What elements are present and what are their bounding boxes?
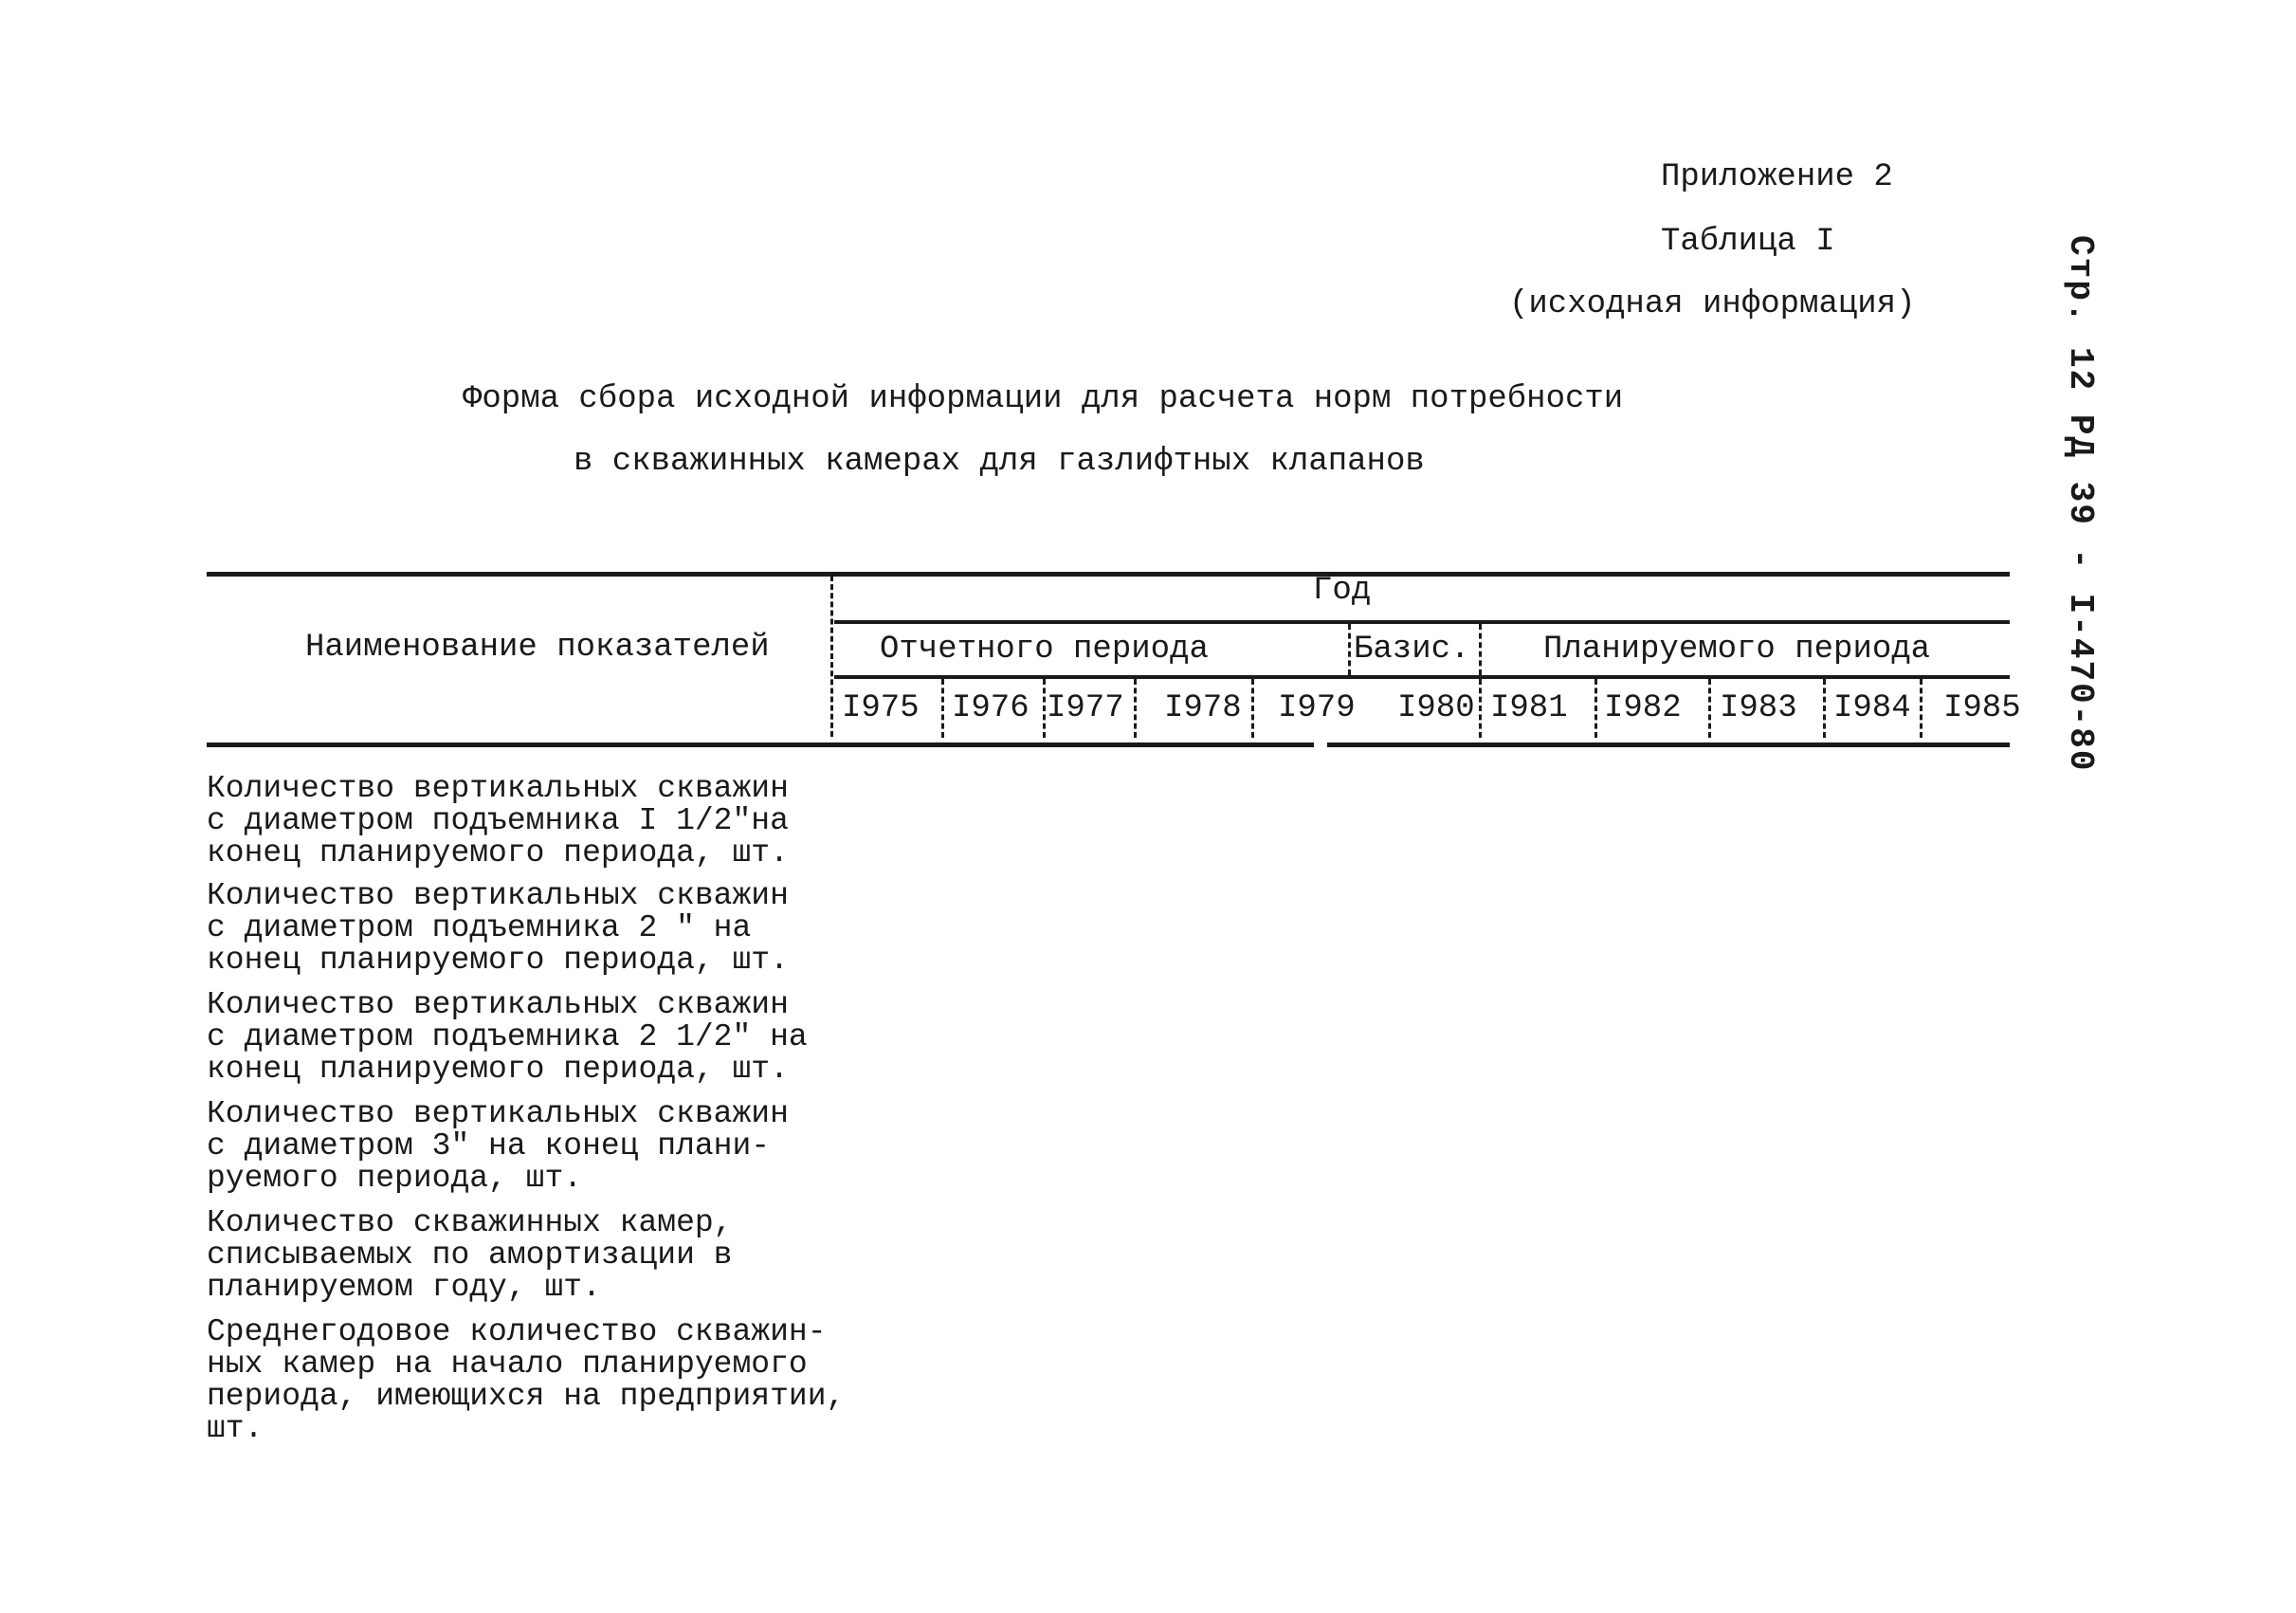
appendix-label: Приложение 2 [1661, 159, 1893, 195]
year-1977: I977 [1047, 690, 1124, 726]
year-1978: I978 [1164, 690, 1242, 726]
year-1982: I982 [1604, 690, 1682, 726]
year-1984: I984 [1833, 690, 1911, 726]
year-separator [1251, 679, 1254, 738]
group-rule [834, 675, 2010, 679]
side-code-text: Стр. 12 РД 39 - I-470-80 [2061, 235, 2100, 773]
year-1983: I983 [1720, 690, 1797, 726]
indicator-name-header: Наименование показателей [305, 630, 770, 666]
year-separator [941, 679, 944, 738]
year-separator [1479, 679, 1482, 738]
year-1975: I975 [842, 690, 920, 726]
year-header: Год [1313, 573, 1372, 609]
name-column-separator [830, 576, 833, 737]
year-separator [1823, 679, 1826, 738]
year-1985: I985 [1943, 690, 2021, 726]
group-separator-basis [1348, 624, 1351, 675]
form-title-line-1: Форма сбора исходной информации для расчета норм потребности [463, 381, 1624, 417]
header-bottom-rule-right [1327, 742, 2010, 747]
indicator-row-5: Количество скважинных камер, списываемых по амортизации в планируемом году, шт. [207, 1205, 733, 1305]
group-basis-header: Базис. [1354, 632, 1470, 668]
year-1981: I981 [1490, 690, 1568, 726]
form-title-line-2: в скважинных камерах для газлифтных клапанов [574, 444, 1425, 480]
indicator-row-6: Среднегодовое количество скважин- ных камер на начало планируемого периода, имеющихся на предприятии, шт. [207, 1314, 846, 1446]
indicator-row-4: Количество вертикальных скважин с диаметром 3" на конец плани- руемого периода, шт. [207, 1096, 789, 1196]
table-note: (исходная информация) [1509, 286, 1916, 322]
year-separator [1708, 679, 1711, 738]
indicator-row-2: Количество вертикальных скважин с диаметром подъемника 2 " на конец планируемого периода, шт. [207, 878, 789, 978]
table-top-rule [207, 572, 2010, 577]
group-separator-planned [1479, 624, 1482, 675]
group-planned-header: Планируемого периода [1543, 632, 1931, 668]
group-reporting-header: Отчетного периода [880, 632, 1209, 668]
table-label: Таблица I [1661, 224, 1835, 260]
year-separator [1594, 679, 1597, 738]
indicator-row-1: Количество вертикальных скважин с диаметром подъемника I 1/2"на конец планируемого периода, шт. [207, 771, 789, 871]
year-1980: I980 [1397, 690, 1475, 726]
indicator-row-3: Количество вертикальных скважин с диаметром подъемника 2 1/2" на конец планируемого периода, шт. [207, 987, 808, 1087]
year-separator [1920, 679, 1922, 738]
year-rule [834, 620, 2010, 624]
year-1976: I976 [952, 690, 1030, 726]
side-code [2061, 235, 2100, 773]
year-separator [1043, 679, 1046, 738]
year-1979: I979 [1278, 690, 1356, 726]
header-bottom-rule-left [207, 742, 1314, 747]
year-separator [1134, 679, 1137, 738]
